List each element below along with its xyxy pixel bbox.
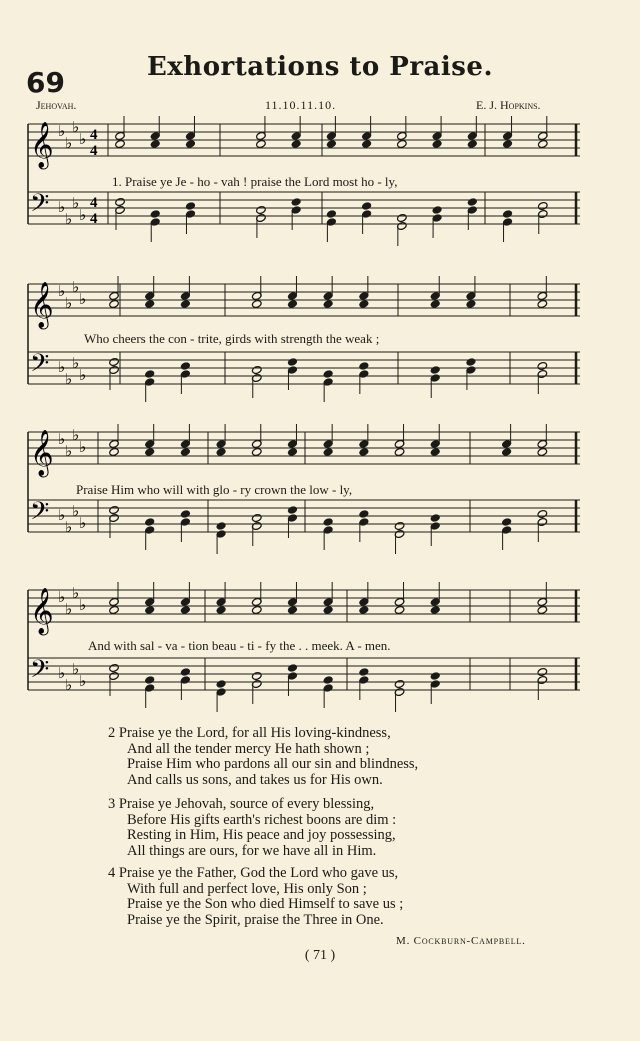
treble-note	[537, 139, 548, 148]
flat-icon: ♭	[72, 280, 80, 296]
treble-note	[359, 605, 370, 614]
bass-note	[359, 361, 370, 370]
treble-clef-icon: 𝄞	[30, 122, 54, 168]
bass-note	[323, 675, 334, 684]
treble-note	[180, 605, 191, 614]
treble-note	[144, 605, 155, 614]
treble-note	[185, 139, 196, 148]
bass-note	[256, 205, 267, 214]
treble-note	[394, 447, 405, 456]
text-author: M. Cockburn-Campbell.	[396, 935, 526, 947]
meter: 11.10.11.10.	[265, 98, 337, 112]
treble-note	[430, 605, 441, 614]
bass-note	[359, 667, 370, 676]
verse-number: 3	[108, 796, 116, 812]
flat-icon: ♭	[72, 662, 80, 678]
time-signature: 4	[90, 127, 98, 143]
bass-note	[251, 671, 262, 680]
treble-note	[216, 605, 227, 614]
flat-icon: ♭	[65, 678, 73, 694]
hymn-number: 69	[26, 66, 65, 99]
verse-line: All things are ours, for we have all in Him.	[127, 842, 377, 859]
treble-note	[359, 299, 370, 308]
lyric-line-4: And with sal - va - tion beau - ti - fy the . . meek. A - men.	[88, 638, 391, 653]
treble-note	[394, 605, 405, 614]
flat-icon: ♭	[79, 598, 87, 614]
bass-note	[216, 521, 227, 530]
bass-note	[466, 357, 477, 366]
bass-note	[359, 509, 370, 518]
treble-note	[287, 605, 298, 614]
flat-icon: ♭	[65, 520, 73, 536]
flat-icon: ♭	[72, 196, 80, 212]
treble-note	[323, 447, 334, 456]
bass-note	[109, 663, 120, 672]
bass-note	[115, 197, 126, 206]
bass-note	[430, 671, 441, 680]
treble-note	[430, 447, 441, 456]
hymn-title: Exhortations to Praise.	[146, 52, 494, 82]
time-signature: 4	[90, 211, 98, 227]
bass-note	[150, 209, 161, 218]
time-signature: 4	[90, 143, 98, 159]
bass-note	[251, 513, 262, 522]
treble-note	[144, 299, 155, 308]
bass-note	[251, 365, 262, 374]
treble-note	[256, 139, 267, 148]
flat-icon: ♭	[65, 212, 73, 228]
verse-line: Praise ye the Father, God the Lord who gave us,	[118, 865, 399, 881]
treble-note	[502, 139, 513, 148]
treble-note	[287, 447, 298, 456]
verse-line: Praise ye Jehovah, source of every blessing,	[118, 796, 375, 812]
treble-note	[287, 299, 298, 308]
treble-clef-icon: 𝄞	[30, 282, 54, 328]
lyric-line-1: 1. Praise ye Je - ho - vah ! praise the Lord most ho - ly,	[112, 174, 398, 189]
verse-4	[108, 866, 403, 928]
flat-icon: ♭	[72, 428, 80, 444]
flat-icon: ♭	[58, 590, 66, 606]
treble-note	[501, 447, 512, 456]
treble-note	[251, 447, 262, 456]
music-system-3	[20, 424, 584, 560]
bass-note	[430, 365, 441, 374]
treble-note	[109, 447, 120, 456]
bass-note	[144, 517, 155, 526]
treble-note	[537, 605, 548, 614]
bass-note	[185, 201, 196, 210]
bass-note	[537, 509, 548, 518]
bass-clef-icon: 𝄢	[30, 349, 50, 384]
bass-note	[144, 369, 155, 378]
bass-note	[287, 357, 298, 366]
lyric-line-2: Who cheers the con - trite, girds with strength the weak ;	[84, 331, 380, 346]
bass-note	[326, 209, 337, 218]
bass-note	[144, 675, 155, 684]
verse-3	[108, 797, 396, 859]
flat-icon: ♭	[65, 296, 73, 312]
treble-note	[109, 605, 120, 614]
verse-line: And calls us sons, and takes us for His own.	[127, 771, 383, 788]
bass-note	[291, 197, 302, 206]
composer: E. J. Hopkins.	[476, 98, 541, 112]
verse-line: With full and perfect love, His only Son ;	[127, 880, 367, 897]
treble-note	[150, 139, 161, 148]
bass-clef-icon: 𝄢	[30, 189, 50, 224]
treble-note	[323, 605, 334, 614]
flat-icon: ♭	[72, 504, 80, 520]
flat-icon: ♭	[58, 124, 66, 140]
verse-line: Before His gifts earth's richest boons are dim :	[127, 811, 397, 828]
lyric-line-3: Praise Him who will with glo - ry crown the low - ly,	[76, 482, 353, 497]
treble-note	[323, 299, 334, 308]
flat-icon: ♭	[58, 508, 66, 524]
bass-clef-icon: 𝄢	[30, 655, 50, 690]
treble-note	[467, 139, 478, 148]
bass-note	[180, 361, 191, 370]
bass-note	[109, 505, 120, 514]
flat-icon: ♭	[65, 372, 73, 388]
flat-icon: ♭	[58, 284, 66, 300]
flat-icon: ♭	[79, 440, 87, 456]
treble-clef-icon: 𝄞	[30, 588, 54, 634]
flat-icon: ♭	[79, 516, 87, 532]
bass-note	[323, 369, 334, 378]
flat-icon: ♭	[79, 208, 87, 224]
bass-note	[537, 667, 548, 676]
flat-icon: ♭	[72, 356, 80, 372]
flat-icon: ♭	[58, 360, 66, 376]
flat-icon: ♭	[65, 602, 73, 618]
bass-note	[216, 679, 227, 688]
bass-note	[467, 197, 478, 206]
bass-note	[537, 201, 548, 210]
treble-note	[251, 299, 262, 308]
flat-icon: ♭	[58, 432, 66, 448]
bass-note	[501, 517, 512, 526]
verse-line: Praise Him who pardons all our sin and blindness,	[127, 756, 419, 772]
bass-note	[287, 663, 298, 672]
verse-line: Resting in Him, His peace and joy possessing,	[127, 827, 396, 843]
bass-note	[397, 213, 408, 222]
treble-note	[432, 139, 443, 148]
bass-clef-icon: 𝄢	[30, 497, 50, 532]
flat-icon: ♭	[79, 132, 87, 148]
flat-icon: ♭	[58, 200, 66, 216]
bass-note	[180, 667, 191, 676]
verse-line: Praise ye the Spirit, praise the Three in One.	[127, 911, 384, 928]
flat-icon: ♭	[79, 292, 87, 308]
verse-line: And all the tender mercy He hath shown ;	[127, 740, 370, 757]
flat-icon: ♭	[58, 666, 66, 682]
treble-note	[361, 139, 372, 148]
verse-line: Praise ye the Son who died Himself to save us ;	[127, 896, 404, 912]
page-number: ( 71 )	[304, 948, 336, 963]
bass-note	[361, 201, 372, 210]
bass-note	[394, 521, 405, 530]
verse-number: 2	[108, 725, 116, 741]
flat-icon: ♭	[72, 120, 80, 136]
treble-clef-icon: 𝄞	[30, 430, 54, 476]
treble-note	[109, 299, 120, 308]
treble-note	[430, 299, 441, 308]
treble-note	[537, 447, 548, 456]
treble-note	[359, 447, 370, 456]
verse-number: 4	[108, 865, 116, 881]
treble-note	[291, 139, 302, 148]
bass-note	[323, 517, 334, 526]
bass-note	[394, 679, 405, 688]
bass-note	[432, 205, 443, 214]
bass-note	[287, 505, 298, 514]
flat-icon: ♭	[79, 674, 87, 690]
time-signature: 4	[90, 195, 98, 211]
treble-note	[397, 139, 408, 148]
verse-line: Praise ye the Lord, for all His loving-kindness,	[118, 725, 391, 741]
music-system-4	[20, 582, 584, 718]
treble-note	[216, 447, 227, 456]
treble-note	[180, 299, 191, 308]
bass-note	[537, 361, 548, 370]
music-system-2	[20, 276, 584, 412]
treble-note	[326, 139, 337, 148]
bass-note	[430, 513, 441, 522]
bass-note	[109, 357, 120, 366]
treble-note	[115, 139, 126, 148]
treble-note	[537, 299, 548, 308]
bass-note	[180, 509, 191, 518]
flat-icon: ♭	[79, 368, 87, 384]
verse-2	[108, 726, 418, 788]
flat-icon: ♭	[72, 586, 80, 602]
treble-note	[251, 605, 262, 614]
treble-note	[466, 299, 477, 308]
bass-note	[502, 209, 513, 218]
flat-icon: ♭	[65, 136, 73, 152]
tune-name: Jehovah.	[36, 98, 77, 112]
music-system-1	[20, 116, 584, 252]
flat-icon: ♭	[65, 444, 73, 460]
treble-note	[180, 447, 191, 456]
treble-note	[144, 447, 155, 456]
